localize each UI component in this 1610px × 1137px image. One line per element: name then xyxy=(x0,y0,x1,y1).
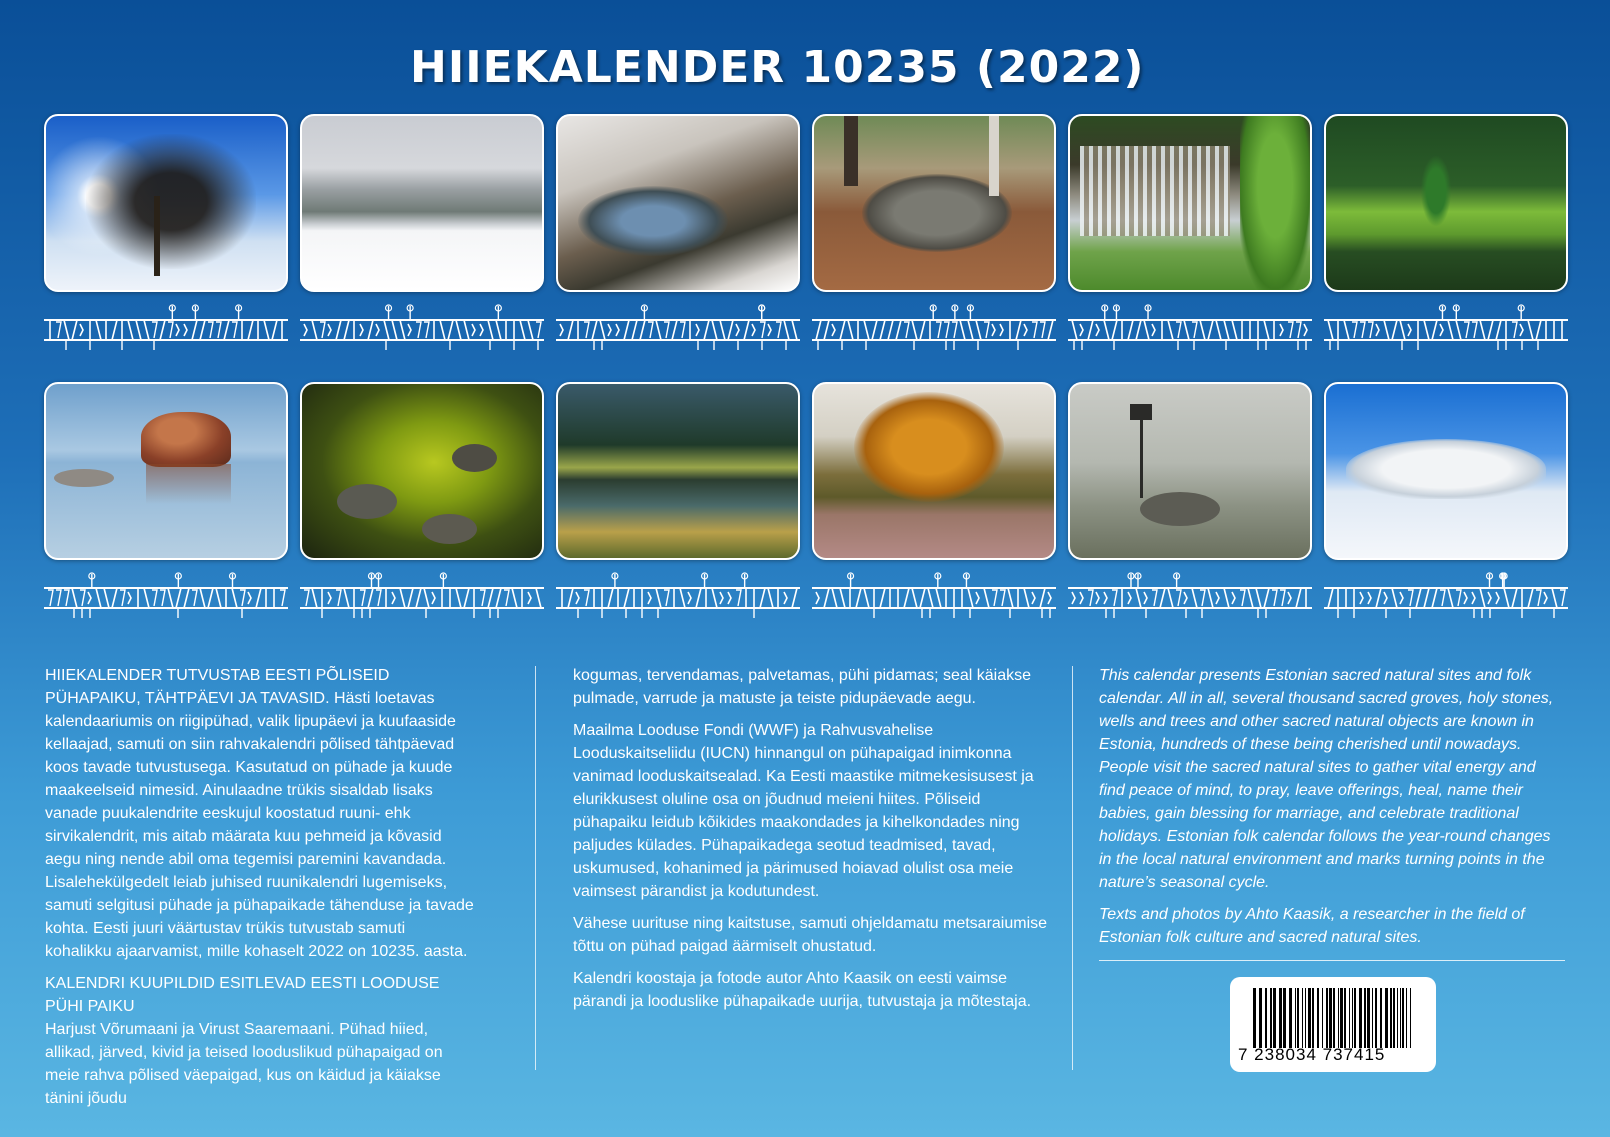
intro-body: Hästi loetavas kalendaariumis on riigipühad, valik lipupäevi ja kuufaaside kellaajad, samuti on siin rahvakalendri põlised tähtpäevad koos tavade tutvustusega. Kasutatud on pühade ja kuude maakeelseid nimesid. Ainulaadne trükis sisaldab lisaks vanade puukalendrite eeskujul koostatud ruuni- ehk sirvikalendrit, mis aitab määrata kuu pehmeid ja kõvasid aegu ning nende abil oma tegemisi paremini kavandada. Lisalehekülgedelt leiab juhised ruunikalendri lugemiseks, samuti selgitusi pühade ja pühapaikade tähenduse ja tavade kohta. Eesti juuri väärtustav trükis tutvustab samuti kohalikku ajaarvamist, mille kohaselt 2022 on 10235. aasta. xyxy=(45,690,474,960)
horizontal-rule xyxy=(1099,960,1565,961)
photo-october-autumn-oak xyxy=(812,382,1056,560)
wwf-paragraph: Maailma Looduse Fondi (WWF) ja Rahvusvahelise Looduskaitseliidu (IUCN) hinnangul on pühapaigad inimkonna vanimad looduskaitsealad. Ka Eesti maastike mitmekesisusest ja elurikkusest oluline osa on jõudnud meieni hiites. Põliseid pühapaiku leidub kõikides maakondades ja kihelkondades ning paljudes külades. Pühapaikadega seotud teadmised, tavad, uskumused, kohanimed ja pärimused hoiavad olulist osa meie vaimsest pärandist ja kodutundest. xyxy=(573,722,1034,900)
photo-june-green-meadow xyxy=(1324,114,1568,292)
month-grid xyxy=(44,114,1566,624)
month-cell xyxy=(1068,114,1312,356)
photos-body: Harjust Võrumaani ja Virust Saaremaani. Pühad hiied, allikad, järved, kivid ja teised looduslikud pühapaigad on meie rahva põlised väepaigad, kus on käidud ja käiakse tänini jõudu xyxy=(45,1021,443,1107)
barcode xyxy=(1230,977,1436,1072)
month-cell xyxy=(556,114,800,356)
rune-calendar-strip xyxy=(812,302,1056,356)
credits-paragraph: Texts and photos by Ahto Kaasik, a researcher in the field of Estonian folk culture and sacred natural sites. xyxy=(1099,906,1525,946)
month-row-1 xyxy=(44,114,1566,356)
intro-heading: HIIEKALENDER TUTVUSTAB EESTI PÕLISEID PÜHAPAIKU, TÄHTPÄEVI JA TAVASID. xyxy=(45,667,390,707)
column-divider xyxy=(535,666,536,1070)
month-cell xyxy=(1068,382,1312,624)
photo-august-stream-stones xyxy=(300,382,544,560)
month-cell xyxy=(812,114,1056,356)
rune-calendar-strip xyxy=(44,570,288,624)
rune-calendar-strip xyxy=(1068,302,1312,356)
month-cell xyxy=(812,382,1056,624)
english-paragraph: This calendar presents Estonian sacred natural sites and folk calendar. All in all, several thousand sacred groves, holy stones, wells and trees and other sacred natural objects are known in Estonia, hundreds of these being cherished until nowadays. People visit the sacred natural sites to gather vital energy and find peace of mind, to pray, leave offerings, heal, name their babies, gain blessing for marriage, and celebrate traditional holidays. Estonian folk calendar follows the year-round changes in the local natural environment and marks turning points in the nature’s seasonal cycle. xyxy=(1099,667,1554,891)
photo-february-snowy-lake xyxy=(300,114,544,292)
rune-calendar-strip xyxy=(812,570,1056,624)
month-cell xyxy=(556,382,800,624)
column-divider xyxy=(1072,666,1073,1070)
threat-paragraph: Vähese uurituse ning kaitstuse, samuti ohjeldamatu metsaraiumise tõttu on pühad paigad äärmiselt ohustatud. xyxy=(573,915,1048,955)
photo-july-sea-boulder xyxy=(44,382,288,560)
page-title: HIIEKALENDER 10235 (2022) xyxy=(410,42,1145,93)
photo-november-foggy-stone xyxy=(1068,382,1312,560)
month-cell xyxy=(1324,382,1568,624)
photo-may-waterfall xyxy=(1068,114,1312,292)
photo-january-winter-tree xyxy=(44,114,288,292)
photo-december-snowy-trees xyxy=(1324,382,1568,560)
barcode-bars xyxy=(1253,988,1413,1048)
photo-september-forest-lake xyxy=(556,382,800,560)
barcode-digits: 7 238034 737415 xyxy=(1238,1045,1386,1064)
month-cell xyxy=(300,114,544,356)
month-cell xyxy=(44,114,288,356)
text-column-estonian-1 xyxy=(45,664,475,1119)
photo-april-sacred-stone xyxy=(812,114,1056,292)
photos-paragraph xyxy=(45,972,475,1110)
rune-calendar-strip xyxy=(1068,570,1312,624)
rune-calendar-strip xyxy=(300,570,544,624)
photos-heading: KALENDRI KUUPILDID ESITLEVAD EESTI LOODUSE PÜHI PAIKU xyxy=(45,975,440,1015)
rune-calendar-strip xyxy=(556,570,800,624)
photo-march-frosty-pool xyxy=(556,114,800,292)
text-column-estonian-2 xyxy=(573,664,1048,1022)
month-cell xyxy=(300,382,544,624)
month-cell xyxy=(1324,114,1568,356)
continuation-paragraph: kogumas, tervendamas, palvetamas, pühi pidamas; seal käiakse pulmade, varrude ja matuste ja teiste pidupäevade aegu. xyxy=(573,667,1032,707)
text-column-english xyxy=(1099,664,1564,958)
month-row-2 xyxy=(44,382,1566,624)
month-cell xyxy=(44,382,288,624)
rune-calendar-strip xyxy=(300,302,544,356)
rune-calendar-strip xyxy=(556,302,800,356)
author-paragraph: Kalendri koostaja ja fotode autor Ahto Kaasik on eesti vaimse pärandi ja looduslike pühapaikade uurija, tutvustaja ja mõtestaja. xyxy=(573,970,1032,1010)
intro-paragraph xyxy=(45,664,475,963)
rune-calendar-strip xyxy=(44,302,288,356)
rune-calendar-strip xyxy=(1324,570,1568,624)
rune-calendar-strip xyxy=(1324,302,1568,356)
